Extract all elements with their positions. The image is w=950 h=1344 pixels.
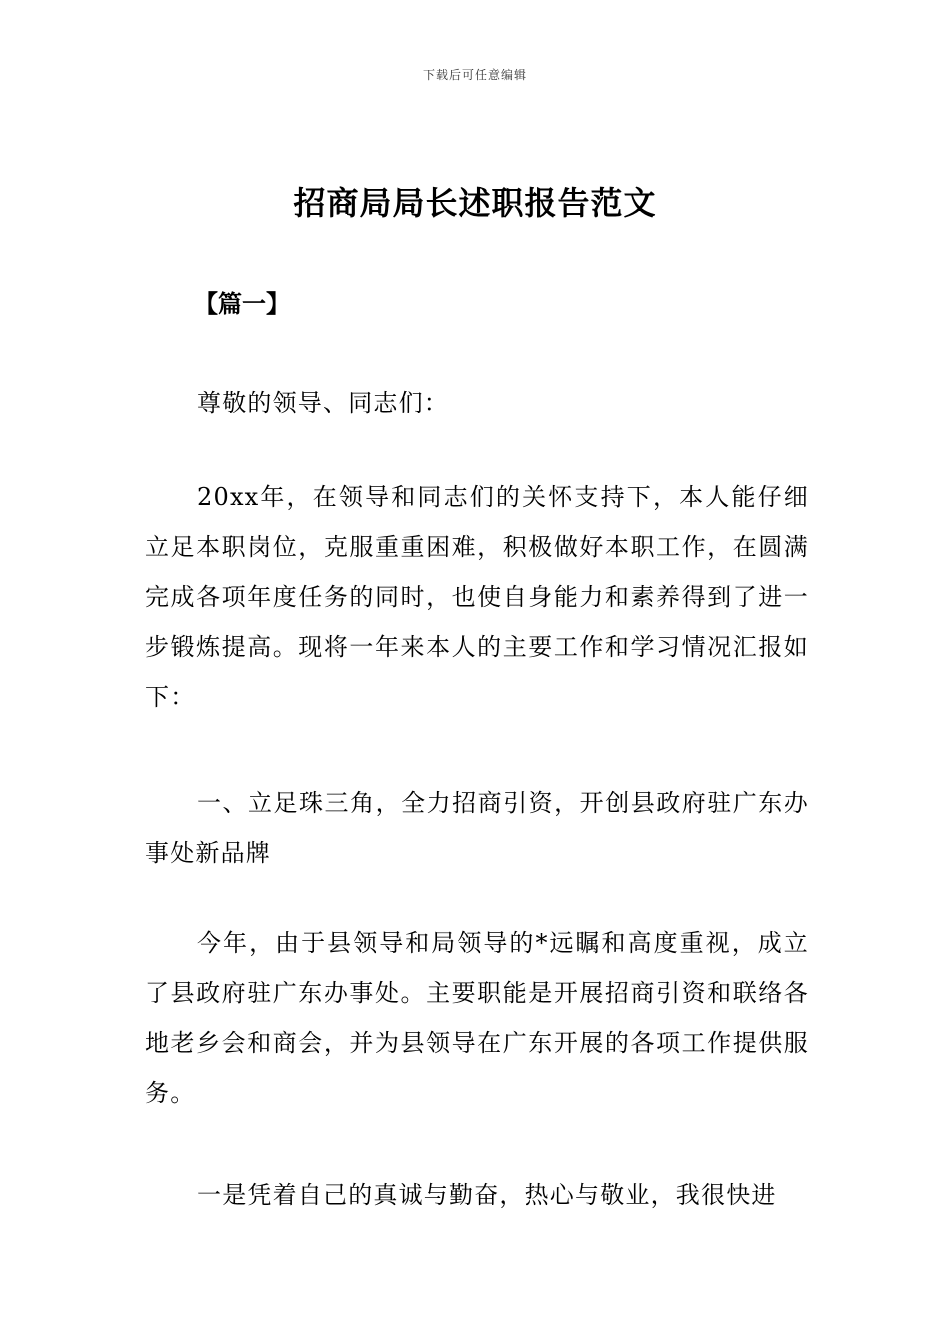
body-paragraph-2: 一是凭着自己的真诚与勤奋，热心与敬业，我很快进 (197, 1181, 777, 1209)
section-tag: 【篇一】 (194, 290, 290, 318)
section-heading-1: 一、立足珠三角，全力招商引资，开创县政府驻广东办事处新品牌 (145, 789, 809, 867)
document-title: 招商局局长述职报告范文 (293, 184, 657, 222)
intro-paragraph: 20xx年，在领导和同志们的关怀支持下，本人能仔细立足本职岗位，克服重重困难，积极做好本职工作，在圆满完成各项年度任务的同时，也使自身能力和素养得到了进一步锻炼提高。现将一年来本人的主要工作和学习情况汇报如下： (145, 483, 809, 711)
greeting-paragraph: 尊敬的领导、同志们： (197, 389, 449, 417)
header-note: 下载后可任意编辑 (422, 68, 527, 82)
body-paragraph-1: 今年，由于县领导和局领导的*远瞩和高度重视，成立了县政府驻广东办事处。主要职能是开展招商引资和联络各地老乡会和商会，并为县领导在广东开展的各项工作提供服务。 (145, 929, 809, 1107)
